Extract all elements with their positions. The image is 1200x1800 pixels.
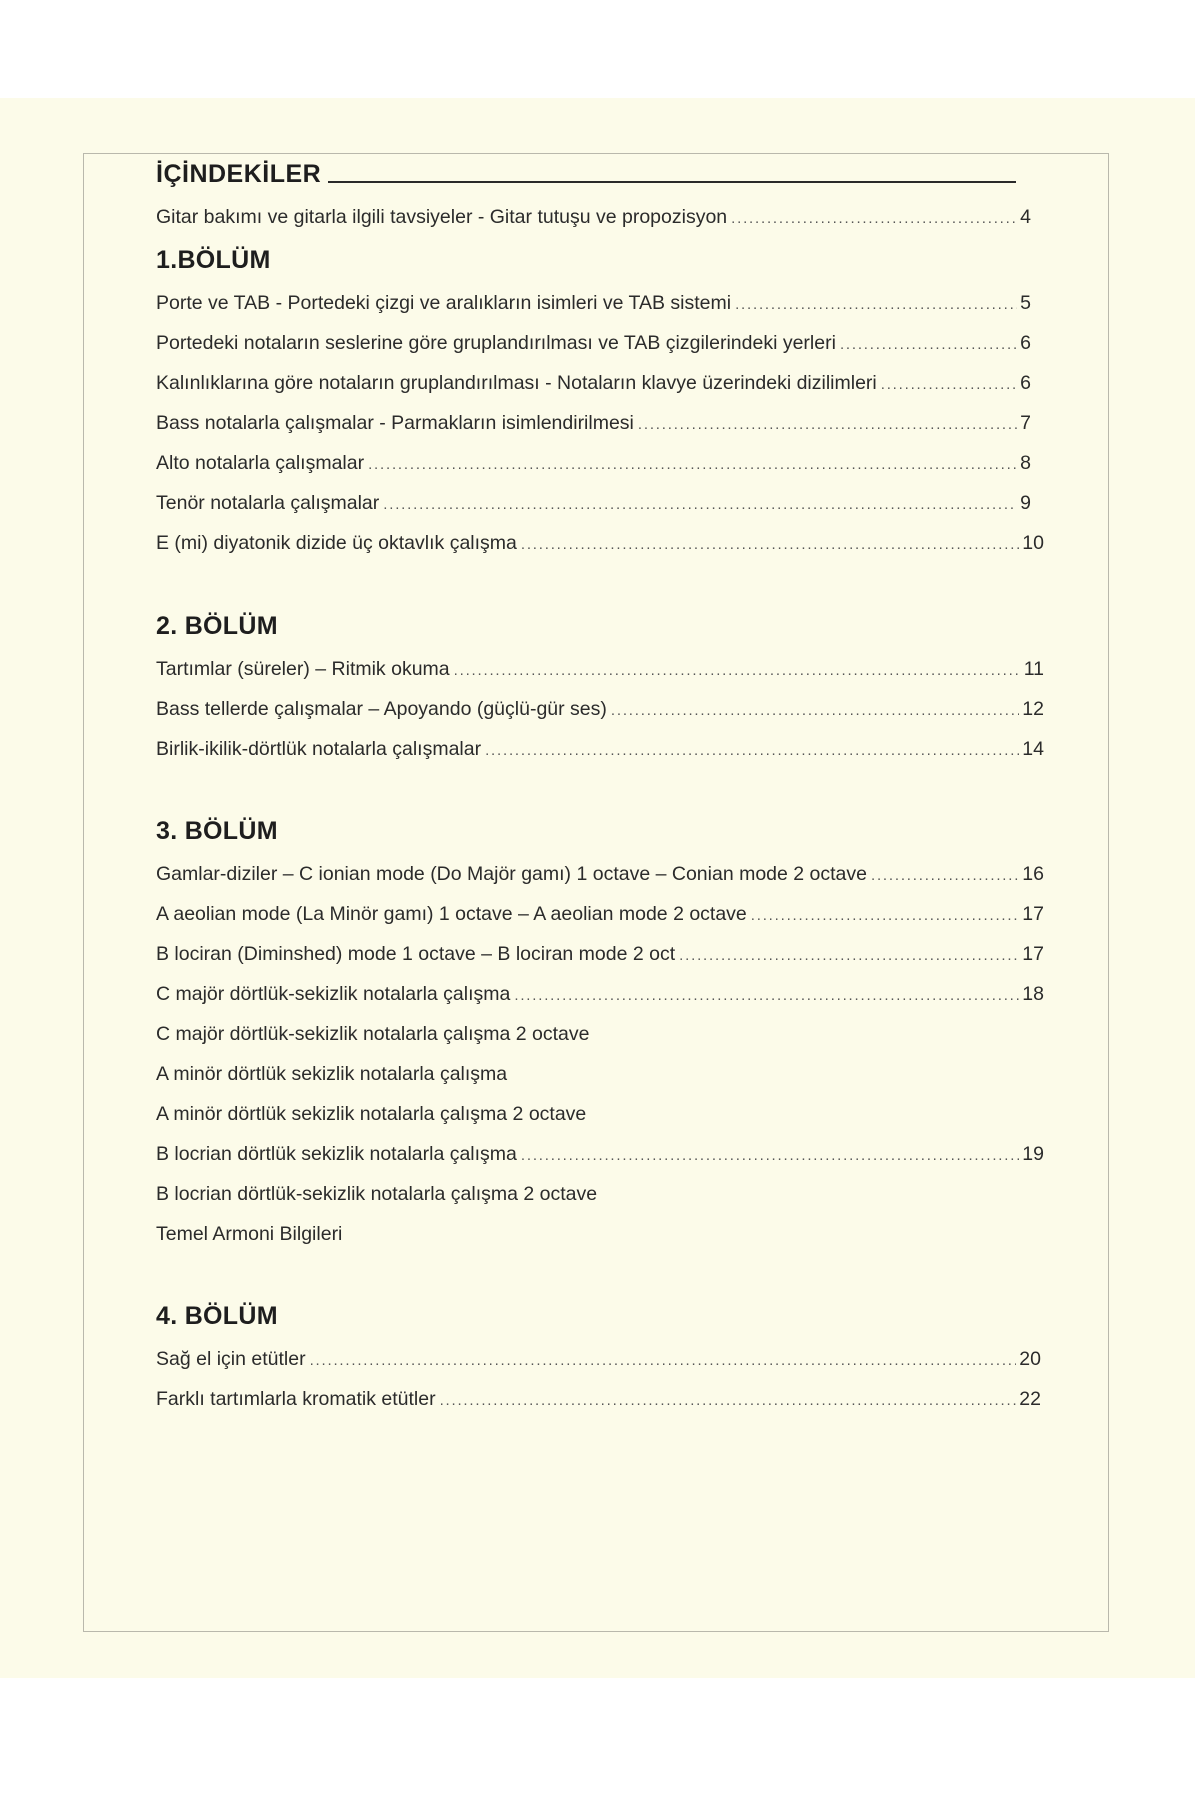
toc-entry [156,983,1044,1006]
entry-label: Tenör notalarla çalışmalar [156,492,380,514]
entry-label: Farklı tartımlarla kromatik etütler [156,1388,436,1410]
dot-leader [840,336,1017,353]
dot-leader [871,867,1019,884]
toc-title: İÇİNDEKİLER [156,160,322,188]
toc-entry [156,1388,1041,1411]
entry-page-number: 6 [1020,332,1031,354]
section-1-title: 1.BÖLÜM [156,246,271,274]
toc-entry [156,1223,342,1246]
entry-label: Bass tellerde çalışmalar – Apoyando (güçlü-gür ses) [156,698,607,720]
entry-page-number: 11 [1023,658,1044,680]
dot-leader [881,376,1017,393]
toc-entry [156,738,1044,761]
entry-label: C majör dörtlük-sekizlik notalarla çalışma 2 octave [156,1023,590,1045]
entry-label: B lociran (Diminshed) mode 1 octave – B lociran mode 2 oct [156,943,676,965]
dot-leader [735,296,1017,313]
dot-leader [454,662,1021,679]
dot-leader [368,456,1017,473]
toc-entry [156,452,1031,475]
toc-entry [156,1183,597,1206]
entry-label: Sağ el için etütler [156,1348,306,1370]
entry-label: B locrian dörtlük sekizlik notalarla çalışma [156,1143,517,1165]
entry-label: Portedeki notaların seslerine göre gruplandırılması ve TAB çizgilerindeki yerleri [156,332,836,354]
dot-leader [731,210,1017,227]
section-2-title: 2. BÖLÜM [156,612,278,640]
dot-leader [521,1147,1019,1164]
section-4-title: 4. BÖLÜM [156,1302,278,1330]
dot-leader [679,947,1019,964]
dot-leader [751,907,1020,924]
entry-label: Gitar bakımı ve gitarla ilgili tavsiyeler - Gitar tutuşu ve propozisyon [156,206,728,228]
entry-label: Gamlar-diziler – C ionian mode (Do Majör gamı) 1 octave – Conian mode 2 octave [156,863,867,885]
entry-page-number: 18 [1022,983,1044,1005]
entry-page-number: 7 [1020,412,1031,434]
toc-entry [156,1063,507,1086]
toc-entry [156,1143,1044,1166]
entry-page-number: 17 [1022,943,1044,965]
entry-label: C majör dörtlük-sekizlik notalarla çalışma [156,983,511,1005]
toc-entry-intro [156,206,1031,229]
section-3-title: 3. BÖLÜM [156,817,278,845]
entry-page-number: 19 [1022,1143,1044,1165]
entry-label: A minör dörtlük sekizlik notalarla çalışma 2 octave [156,1103,587,1125]
dot-leader [440,1392,1017,1409]
dot-leader [383,496,1017,513]
entry-page-number: 5 [1020,292,1031,314]
toc-entry [156,863,1044,886]
entry-page-number: 6 [1020,372,1031,394]
toc-entry [156,658,1044,681]
entry-page-number: 14 [1022,738,1044,760]
toc-entry [156,492,1031,515]
entry-page-number: 17 [1022,903,1044,925]
title-rule [328,181,1016,183]
toc-entry [156,532,1044,555]
entry-label: A aeolian mode (La Minör gamı) 1 octave – A aeolian mode 2 octave [156,903,747,925]
entry-page-number: 12 [1022,698,1044,720]
entry-label: Bass notalarla çalışmalar - Parmakların isimlendirilmesi [156,412,634,434]
toc-entry [156,943,1044,966]
entry-page-number: 10 [1022,532,1044,554]
entry-label: Alto notalarla çalışmalar [156,452,365,474]
toc-entry [156,903,1044,926]
entry-page-number: 9 [1020,492,1031,514]
toc-entry [156,1348,1041,1371]
dot-leader [521,536,1019,553]
toc-entry [156,372,1031,395]
dot-leader [310,1352,1017,1369]
dot-leader [514,987,1019,1004]
toc-entry [156,1103,586,1126]
entry-page-number: 16 [1022,863,1044,885]
entry-label: Tartımlar (süreler) – Ritmik okuma [156,658,450,680]
toc-entry [156,1023,590,1046]
toc-entry [156,412,1031,435]
entry-label: Kalınlıklarına göre notaların gruplandırılması - Notaların klavye üzerindeki dizilimleri [156,372,877,394]
entry-page-number: 22 [1019,1388,1041,1410]
dot-leader [611,702,1019,719]
entry-page-number: 4 [1020,206,1031,228]
entry-page-number: 20 [1019,1348,1041,1370]
entry-label: E (mi) diyatonik dizide üç oktavlık çalışma [156,532,517,554]
dot-leader [485,742,1019,759]
toc-entry [156,292,1031,315]
toc-header [156,160,1016,200]
entry-label: Temel Armoni Bilgileri [156,1223,343,1245]
entry-label: B locrian dörtlük-sekizlik notalarla çalışma 2 octave [156,1183,598,1205]
dot-leader [638,416,1017,433]
toc-entry [156,332,1031,355]
entry-label: A minör dörtlük sekizlik notalarla çalışma [156,1063,508,1085]
entry-label: Birlik-ikilik-dörtlük notalarla çalışmalar [156,738,482,760]
toc-entry [156,698,1044,721]
entry-label: Porte ve TAB - Portedeki çizgi ve aralıkların isimleri ve TAB sistemi [156,292,732,314]
entry-page-number: 8 [1020,452,1031,474]
